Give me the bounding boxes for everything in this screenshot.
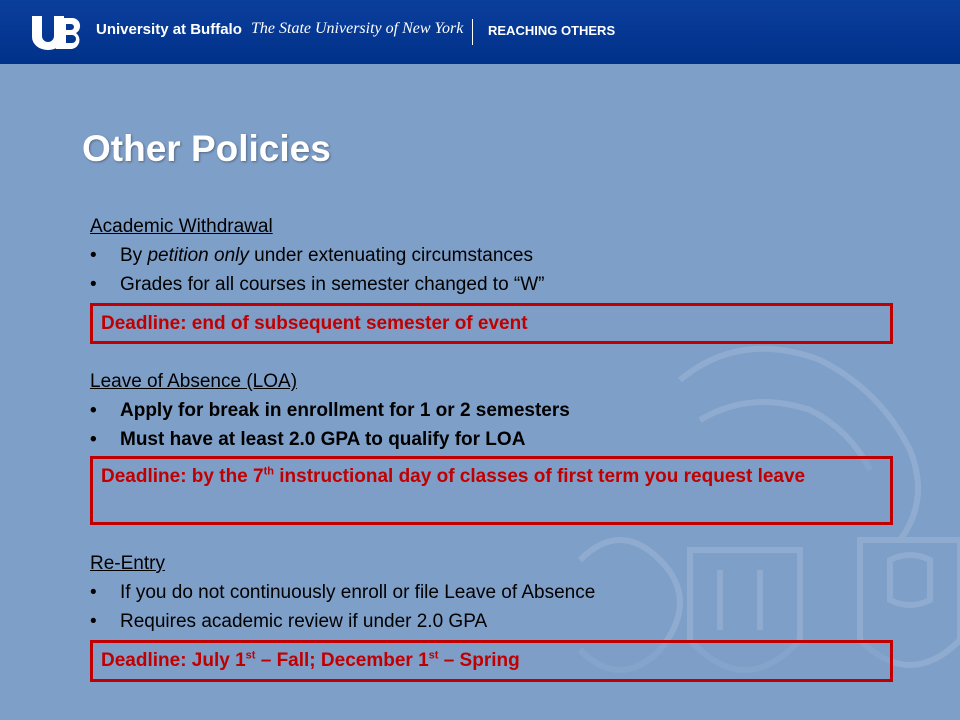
bullet-item: • Apply for break in enrollment for 1 or 2 semesters [90,400,570,421]
bullet-dot-icon: • [90,400,97,421]
bullet-dot-icon: • [90,274,97,295]
brand-tagline: REACHING OTHERS [488,23,616,38]
brand-subtitle: The State University of New York [251,20,464,37]
bullet-dot-icon: • [90,245,97,266]
bullet-item: • Must have at least 2.0 GPA to qualify for LOA [90,429,526,450]
bullet-item: • If you do not continuously enroll or file Leave of Absence [90,582,596,603]
page-title: Other Policies [82,128,331,169]
bullet-dot-icon: • [90,429,97,450]
bullet-item: • Grades for all courses in semester changed to “W” [90,274,545,295]
brand-name: University at Buffalo [96,21,242,38]
bullet-item: • By petition only under extenuating circumstances [90,245,533,266]
deadline-box: Deadline: July 1st – Fall; December 1st – Spring [90,640,893,682]
deadline-box: Deadline: end of subsequent semester of event [90,303,893,344]
header-bar [0,0,960,64]
brand-divider [472,19,473,45]
bullet-dot-icon: • [90,611,97,632]
section-heading-leave-of-absence: Leave of Absence (LOA) [90,371,298,392]
section-heading-re-entry: Re-Entry [90,553,165,574]
bullet-item: • Requires academic review if under 2.0 GPA [90,611,488,632]
bullet-dot-icon: • [90,582,97,603]
ub-logo-icon [30,14,86,50]
deadline-box: Deadline: by the 7th instructional day of classes of first term you request leave [90,456,893,525]
section-heading-academic-withdrawal: Academic Withdrawal [90,216,273,237]
